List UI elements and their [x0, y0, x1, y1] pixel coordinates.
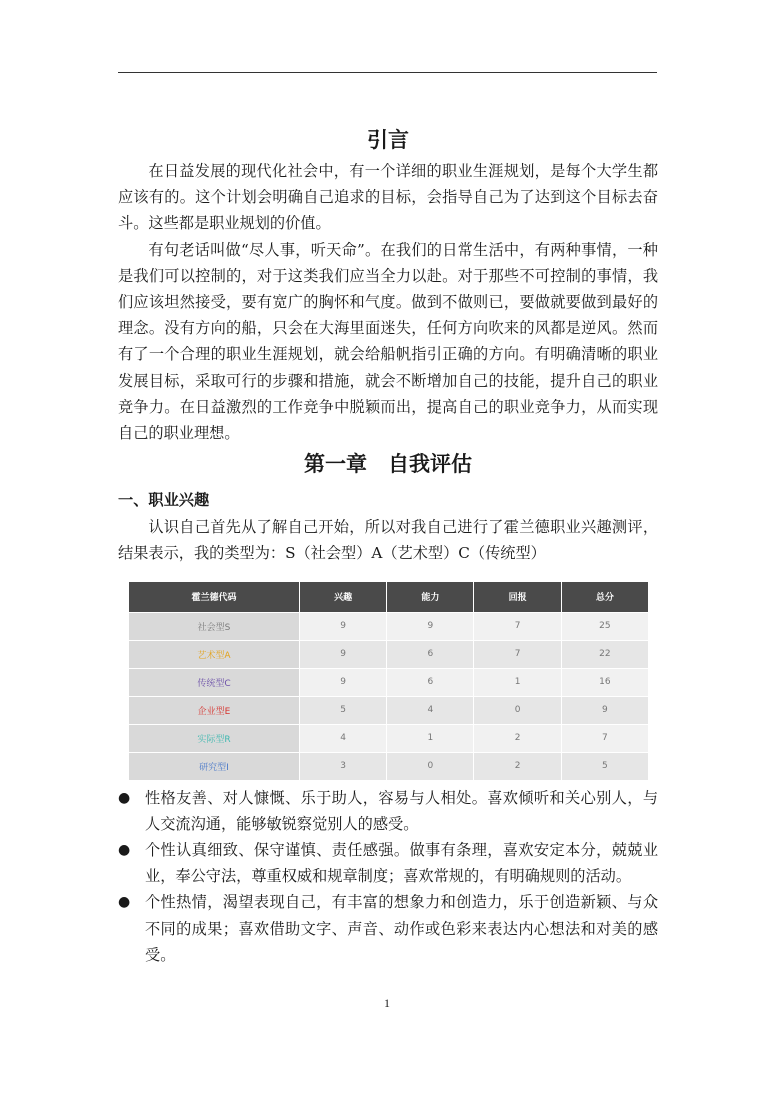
bullet-icon: ●: [118, 842, 131, 859]
row-ability: 1: [387, 725, 473, 752]
table-row: [129, 669, 648, 696]
row-reward: 2: [474, 725, 560, 752]
row-reward: 1: [474, 669, 560, 696]
row-ability: 0: [387, 753, 473, 780]
list-item: [118, 785, 658, 837]
header-code: 霍兰德代码: [129, 582, 299, 612]
row-reward: 0: [474, 697, 560, 724]
row-code: 社会型S: [129, 613, 299, 640]
section-title-interest: 一、职业兴趣: [118, 491, 210, 510]
row-reward: 2: [474, 753, 560, 780]
page-content: [118, 122, 658, 968]
header-reward: 回报: [474, 582, 560, 612]
table-row: [129, 641, 648, 668]
header-ability: 能力: [387, 582, 473, 612]
row-ability: 4: [387, 697, 473, 724]
row-total: 22: [562, 641, 648, 668]
row-total: 5: [562, 753, 648, 780]
row-total: 25: [562, 613, 648, 640]
intro-paragraph-2: 有句老话叫做“尽人事，听天命”。在我们的日常生活中，有两种事情，一种是我们可以控制的，对于这类我们应当全力以赴。对于那些不可控制的事情，我们应该坦然接受，要有宽广的胸怀和气度。做到不做则已，要做就要做到最好的理念。没有方向的船，只会在大海里面迷失，任何方向吹来的风都是逆风。然而有了一个合理的职业生涯规划，就会给船帆指引正确的方向。有明确清晰的职业发展目标，采取可行的步骤和措施，就会不断增加自己的技能，提升自己的职业竞争力。在日益激烈的工作竞争中脱颖而出，提高自己的职业竞争力，从而实现自己的职业理想。: [118, 240, 658, 443]
bullet-icon: ●: [118, 789, 131, 806]
row-interest: 9: [300, 641, 386, 668]
row-ability: 6: [387, 669, 473, 696]
trait-list: [118, 785, 658, 968]
row-interest: 9: [300, 613, 386, 640]
trait-text: 个性认真细致、保守谨慎、责任感强。做事有条理，喜欢安定本分，兢兢业业，奉公守法，尊重权威和规章制度；喜欢常规的，有明确规则的活动。: [145, 841, 658, 886]
intro-title: 引言: [367, 128, 409, 152]
row-total: 9: [562, 697, 648, 724]
intro-paragraph-1: 在日益发展的现代化社会中，有一个详细的职业生涯规划，是每个大学生都应该有的。这个计划会明确自己追求的目标，会指导自己为了达到这个目标去奋斗。这些都是职业规划的价值。: [118, 162, 658, 233]
header-total: 总分: [562, 582, 648, 612]
row-code: 研究型I: [129, 753, 299, 780]
trait-text: 个性热情，渴望表现自己，有丰富的想象力和创造力，乐于创造新颖、与众不同的成果；喜欢借助文字、声音、动作或色彩来表达内心想法和对美的感受。: [145, 893, 658, 964]
list-item: [118, 837, 658, 889]
interest-paragraph: 认识自己首先从了解自己开始，所以对我自己进行了霍兰德职业兴趣测评，结果表示，我的类型为：S（社会型）A（艺术型）C（传统型）: [118, 518, 658, 563]
table-header-row: [129, 582, 648, 612]
row-ability: 9: [387, 613, 473, 640]
list-item: [118, 889, 658, 968]
header-rule: [118, 72, 657, 73]
header-interest: 兴趣: [300, 582, 386, 612]
row-code: 实际型R: [129, 725, 299, 752]
row-reward: 7: [474, 613, 560, 640]
bullet-icon: ●: [118, 894, 131, 911]
table-row: [129, 697, 648, 724]
row-total: 16: [562, 669, 648, 696]
row-interest: 9: [300, 669, 386, 696]
holland-table-wrap: [128, 581, 649, 781]
row-interest: 5: [300, 697, 386, 724]
row-interest: 4: [300, 725, 386, 752]
row-total: 7: [562, 725, 648, 752]
chapter-title: 第一章 自我评估: [304, 452, 472, 477]
row-code: 企业型E: [129, 697, 299, 724]
holland-table: [128, 581, 649, 781]
table-row: [129, 725, 648, 752]
row-interest: 3: [300, 753, 386, 780]
row-ability: 6: [387, 641, 473, 668]
page-number: 1: [384, 996, 390, 1010]
row-code: 艺术型A: [129, 641, 299, 668]
table-row: [129, 613, 648, 640]
row-reward: 7: [474, 641, 560, 668]
row-code: 传统型C: [129, 669, 299, 696]
trait-text: 性格友善、对人慷慨、乐于助人，容易与人相处。喜欢倾听和关心别人，与人交流沟通，能够敏锐察觉别人的感受。: [145, 788, 658, 833]
table-row: [129, 753, 648, 780]
